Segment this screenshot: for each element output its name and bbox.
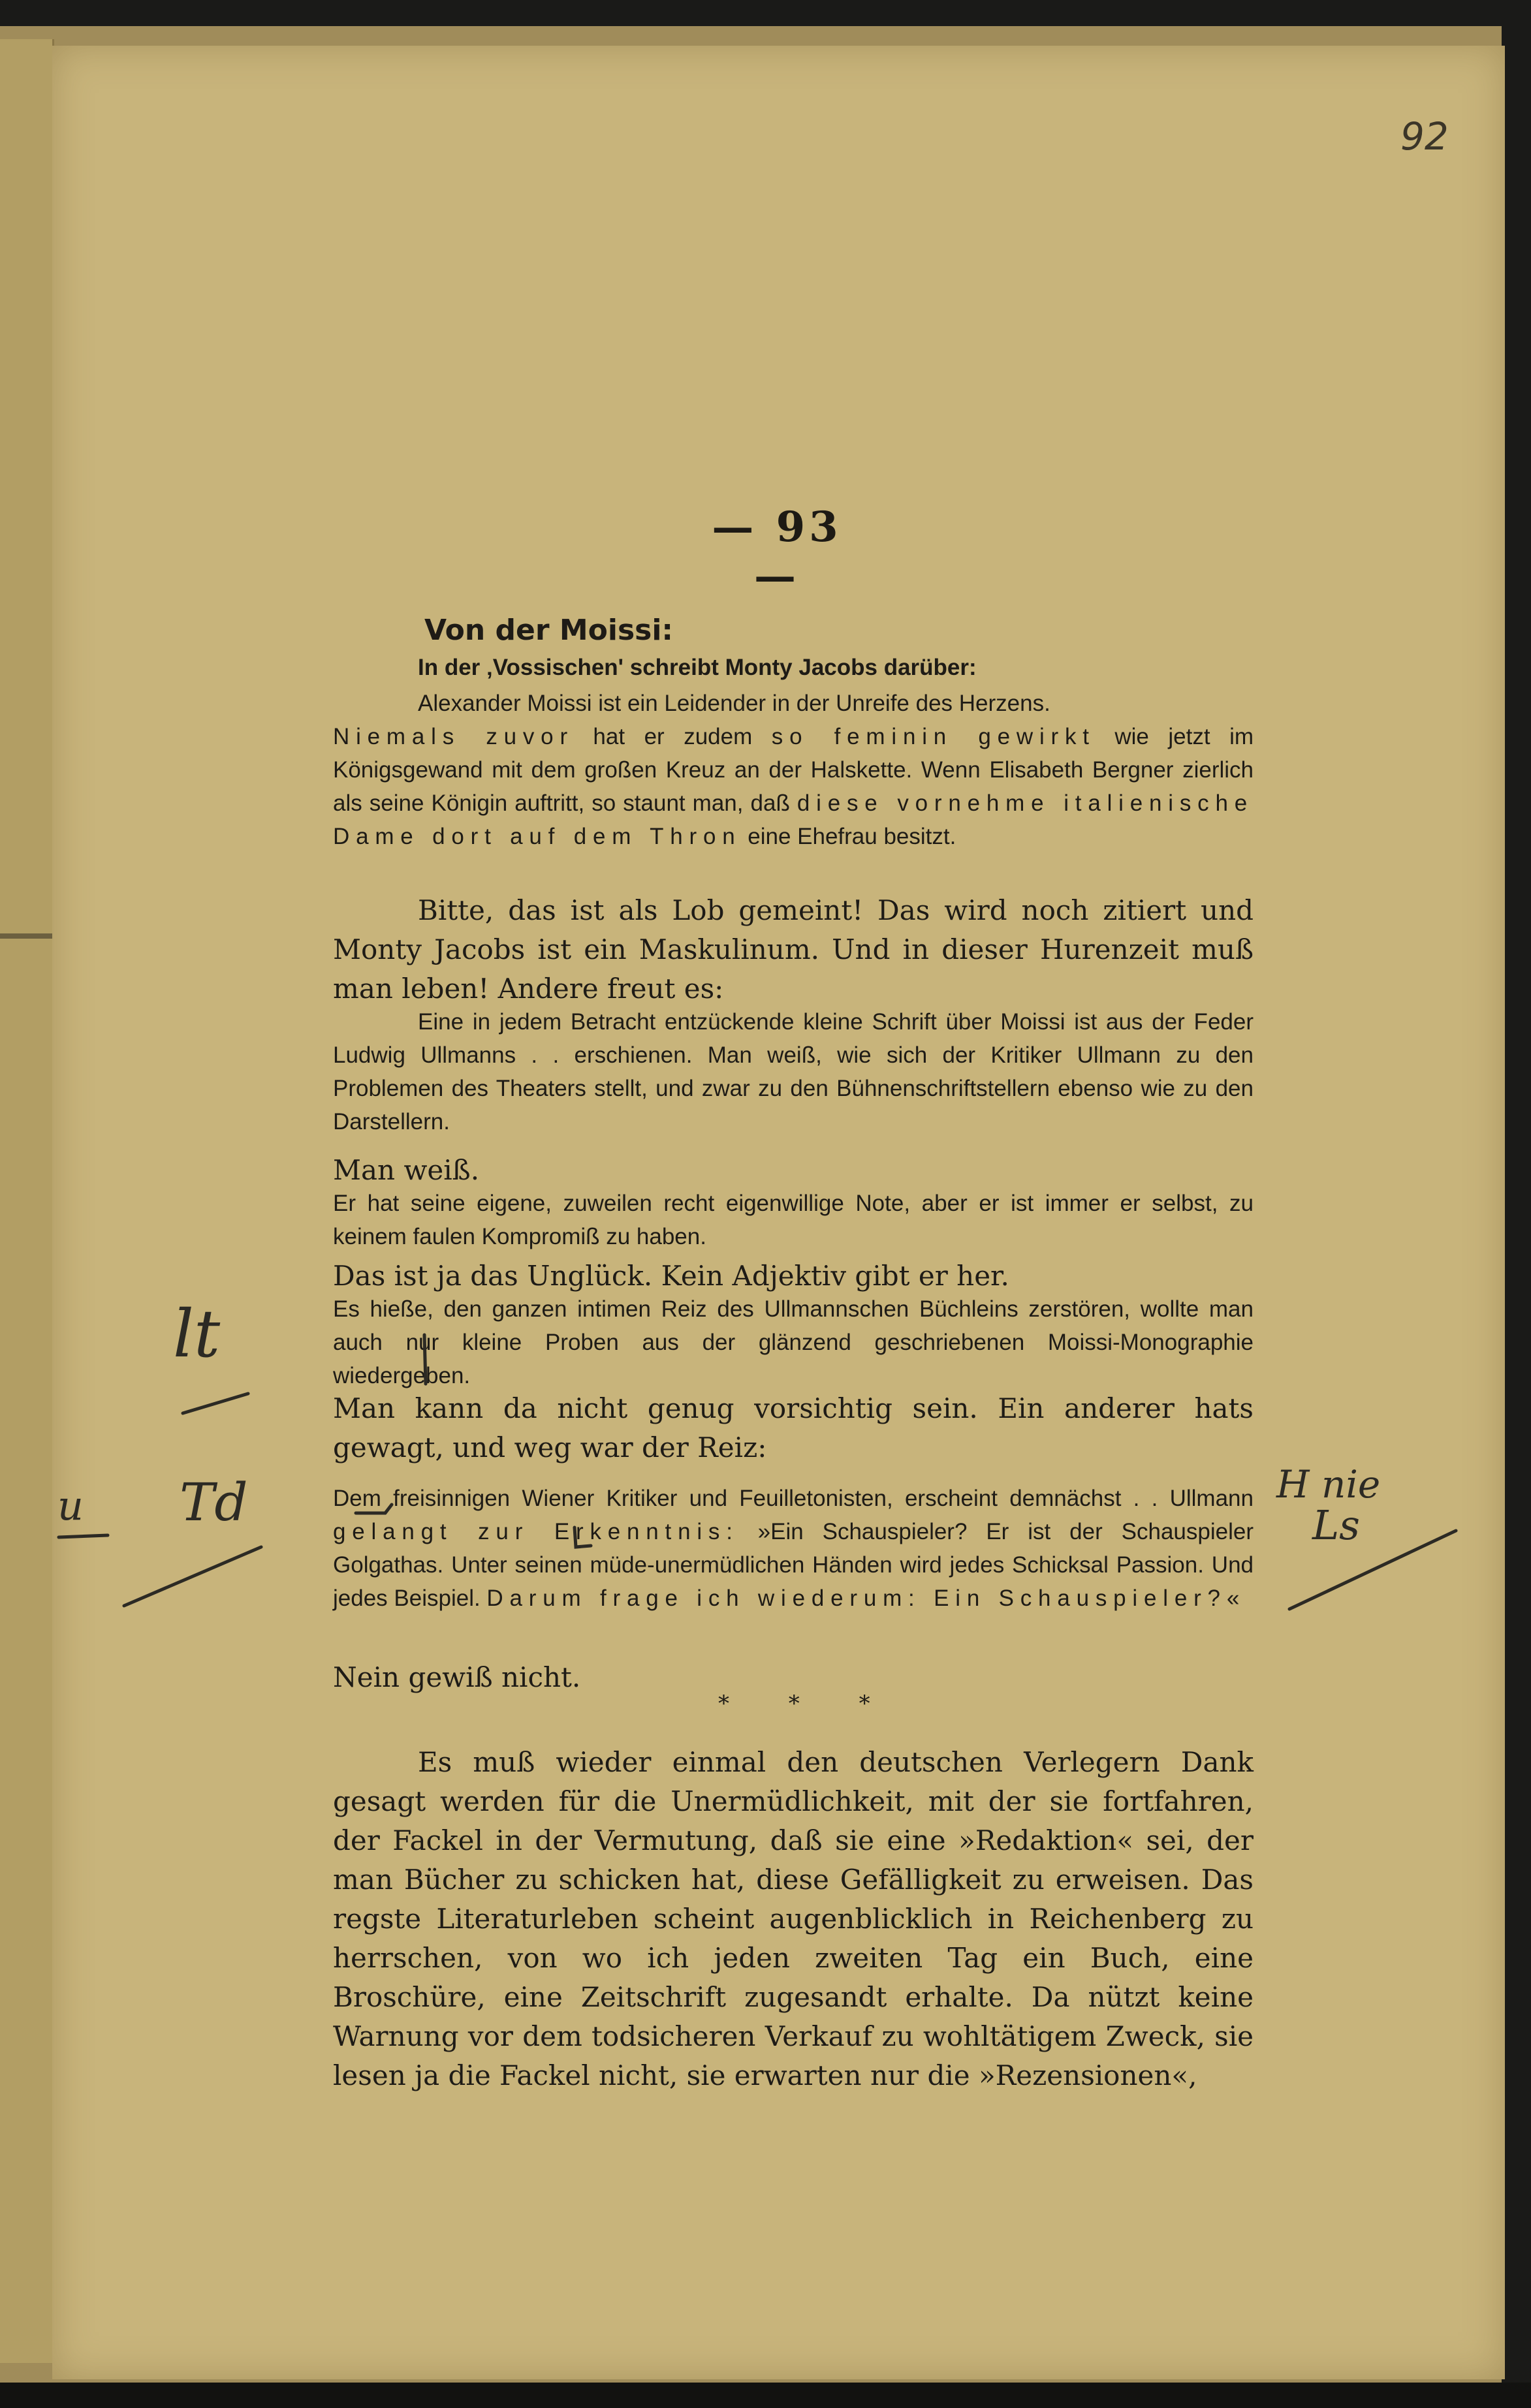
quote-ullmann-3: Es hieße, den ganzen intimen Reiz des Ullmannschen Büchleins zerstören, wollte man auch nur kleine Proben aus der glänzend geschriebenen Moissi-Monographie wiedergeben. [333,1296,1254,1388]
margin-note-ls: Ls [1312,1501,1360,1549]
commentary-publishers: Es muß wieder einmal den deutschen Verlegern Dank gesagt werden für die Unermüdlichkeit, mit der sie fortfahren, der Fackel in der Vermutung, daß sie eine »Redaktion« sei, der man Bücher zu schicken hat, diese Gefälligkeit zu erweisen. Das regste Literaturleben scheint augenblicklich in Reichenberg zu herrschen, von wo ich jeden zweiten Tag ein Buch, eine Broschüre, eine Zeitschrift zugesandt erhalte. Da nützt keine Warnung vor dem todsicheren Verkauf zu wohltätigem Zweck, sie lesen ja die Fackel nicht, sie erwarten nur die »Rezensionen«, [333,1746,1254,2091]
insertion-mark-2 [575,1527,591,1547]
section-heading: Von der Moissi: [424,614,674,647]
folio-number: 92 [1400,114,1449,159]
margin-ticks [0,933,52,939]
margin-note-lt: lt [173,1296,221,1372]
spaced-dame: diese vornehme italienische Dame dort auf dem Thron [333,790,1254,849]
spaced-darum: Darum frage ich wiederum: Ein Schauspieler? [486,1586,1227,1611]
margin-note-h-nie: H nie [1276,1462,1381,1507]
page-number: — 93 — [712,503,842,601]
margin-stroke-left-1 [183,1394,248,1413]
margin-stroke-right [1289,1531,1456,1609]
margin-note-td: Td [180,1472,248,1533]
commentary-3: Das ist ja das Unglück. Kein Adjektiv gibt er her. [333,1260,1009,1292]
quote-jacobs-part-b: hat er zudem [573,724,772,749]
quote-ullmann-2: Er hat seine eigene, zuweilen recht eigenwillige Note, aber er ist immer er selbst, zu keinem faulen Kompromiß zu haben. [333,1191,1254,1249]
margin-stroke-left-3 [124,1547,261,1606]
quote-jacobs-part-f: eine Ehefrau besitzt. [741,824,956,849]
scan-bottom-edge [0,2383,1531,2408]
quote-golgatha-e: « [1226,1586,1240,1611]
commentary-5: Nein gewiß nicht. [333,1661,581,1693]
intro-line: In der ‚Vossischen' schreibt Monty Jacobs darüber: [418,655,977,680]
quote-golgatha-a: Dem freisinnigen Wiener Kritiker und Feuilletonisten, erscheint demnächst . . Ullmann [333,1486,1254,1511]
commentary-2: Man weiß. [333,1154,480,1186]
quote-golgatha-c: »Ein Schauspieler? Er ist der Schauspieler Golgathas. Unter seinen müde-unermüdlichen Händen wird jedes Schicksal Passion. Und jedes Beispiel. [333,1519,1254,1611]
quote-jacobs-line1: Alexander Moissi ist ein Leidender in der Unreife des Herzens. [418,691,1050,716]
spaced-erkenntnis: gelangt zur Erkenntnis: [333,1519,739,1544]
spaced-feminin: so feminin gewirkt [771,724,1096,749]
quote-jacobs-part-d: wie jetzt im Königsgewand mit dem großen Kreuz an der Halskette. Wenn Elisabeth Bergner zierlich als seine Königin auftritt, so staunt man, daß [333,724,1254,816]
insertion-mark-1 [356,1505,392,1513]
margin-note-u: u [57,1482,84,1529]
quote-ullmann-1: Eine in jedem Betracht entzückende kleine Schrift über Moissi ist aus der Feder Ludwig Ullmanns . . erschienen. Man weiß, wie sich der Kritiker Ullmann zu den Problemen des Theaters stellt, und zwar zu den Bühnenschriftstellern ebenso wie zu den Darstellern. [333,1009,1254,1134]
commentary-1: Bitte, das ist als Lob gemeint! Das wird noch zitiert und Monty Jacobs ist ein Maskulinum. Und in dieser Hurenzeit muß man leben! Andere freut es: [333,894,1254,1005]
margin-stroke-left-2 [59,1535,108,1537]
section-divider-stars: * * * [718,1691,896,1717]
commentary-4: Man kann da nicht genug vorsichtig sein. Ein anderer hats gewagt, und weg war der Reiz: [333,1392,1254,1463]
spaced-niemals: Niemals zuvor [333,724,574,749]
strike-mark [424,1335,426,1384]
